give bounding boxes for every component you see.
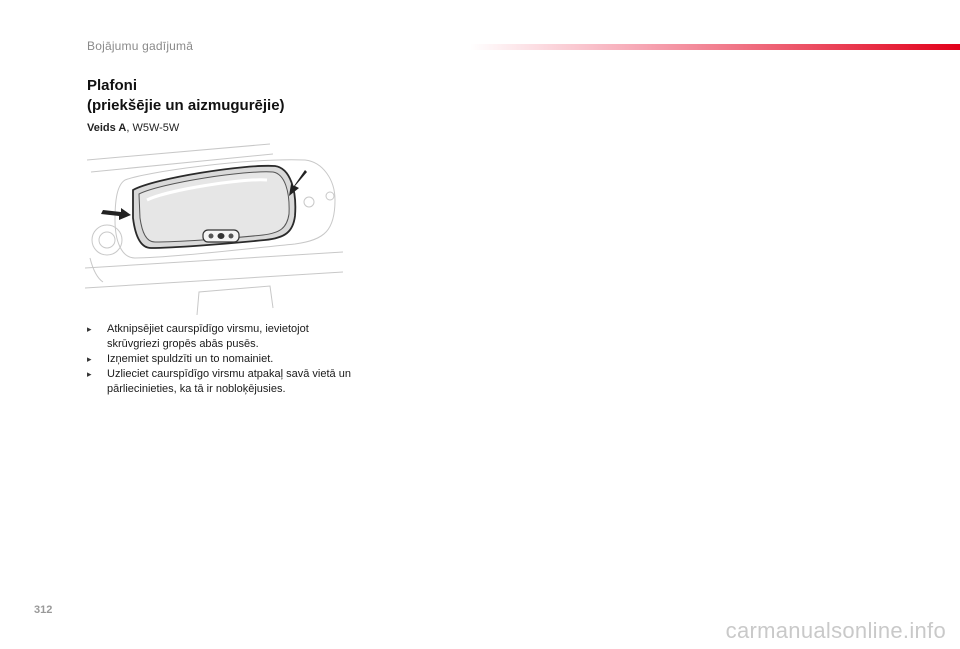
list-item	[87, 322, 357, 352]
bulb-type-label: Veids A	[87, 122, 127, 134]
bulb-type-value: , W5W-5W	[126, 122, 180, 134]
section-title: Bojājumu gadījumā	[87, 39, 194, 53]
step-text: Atknipsējiet caurspīdīgo virsmu, ievietojot skrūvgriezi gropēs abās pusēs.	[107, 323, 309, 350]
instruction-list	[87, 322, 357, 397]
bullet-icon: ▸	[87, 354, 92, 364]
heading-line-2: (priekšējie un aizmugurējie)	[87, 97, 285, 114]
watermark: carmanualsonline.info	[725, 618, 946, 643]
page-number: 312	[34, 604, 53, 616]
bulb-type	[87, 122, 179, 134]
step-text: Izņemiet spuldzīti un to nomainiet.	[107, 353, 274, 365]
heading-line-1: Plafoni	[87, 77, 138, 94]
bullet-icon: ▸	[87, 369, 92, 379]
list-item	[87, 367, 357, 397]
list-item	[87, 352, 357, 367]
page-heading	[87, 76, 285, 116]
step-text: Uzlieciet caurspīdīgo virsmu atpakaļ savā vietā un pārliecinieties, ka tā ir nobloķējusies.	[107, 368, 351, 395]
header-accent-bar	[470, 44, 960, 50]
courtesy-lamp-illustration	[85, 140, 343, 315]
bullet-icon: ▸	[87, 324, 92, 334]
